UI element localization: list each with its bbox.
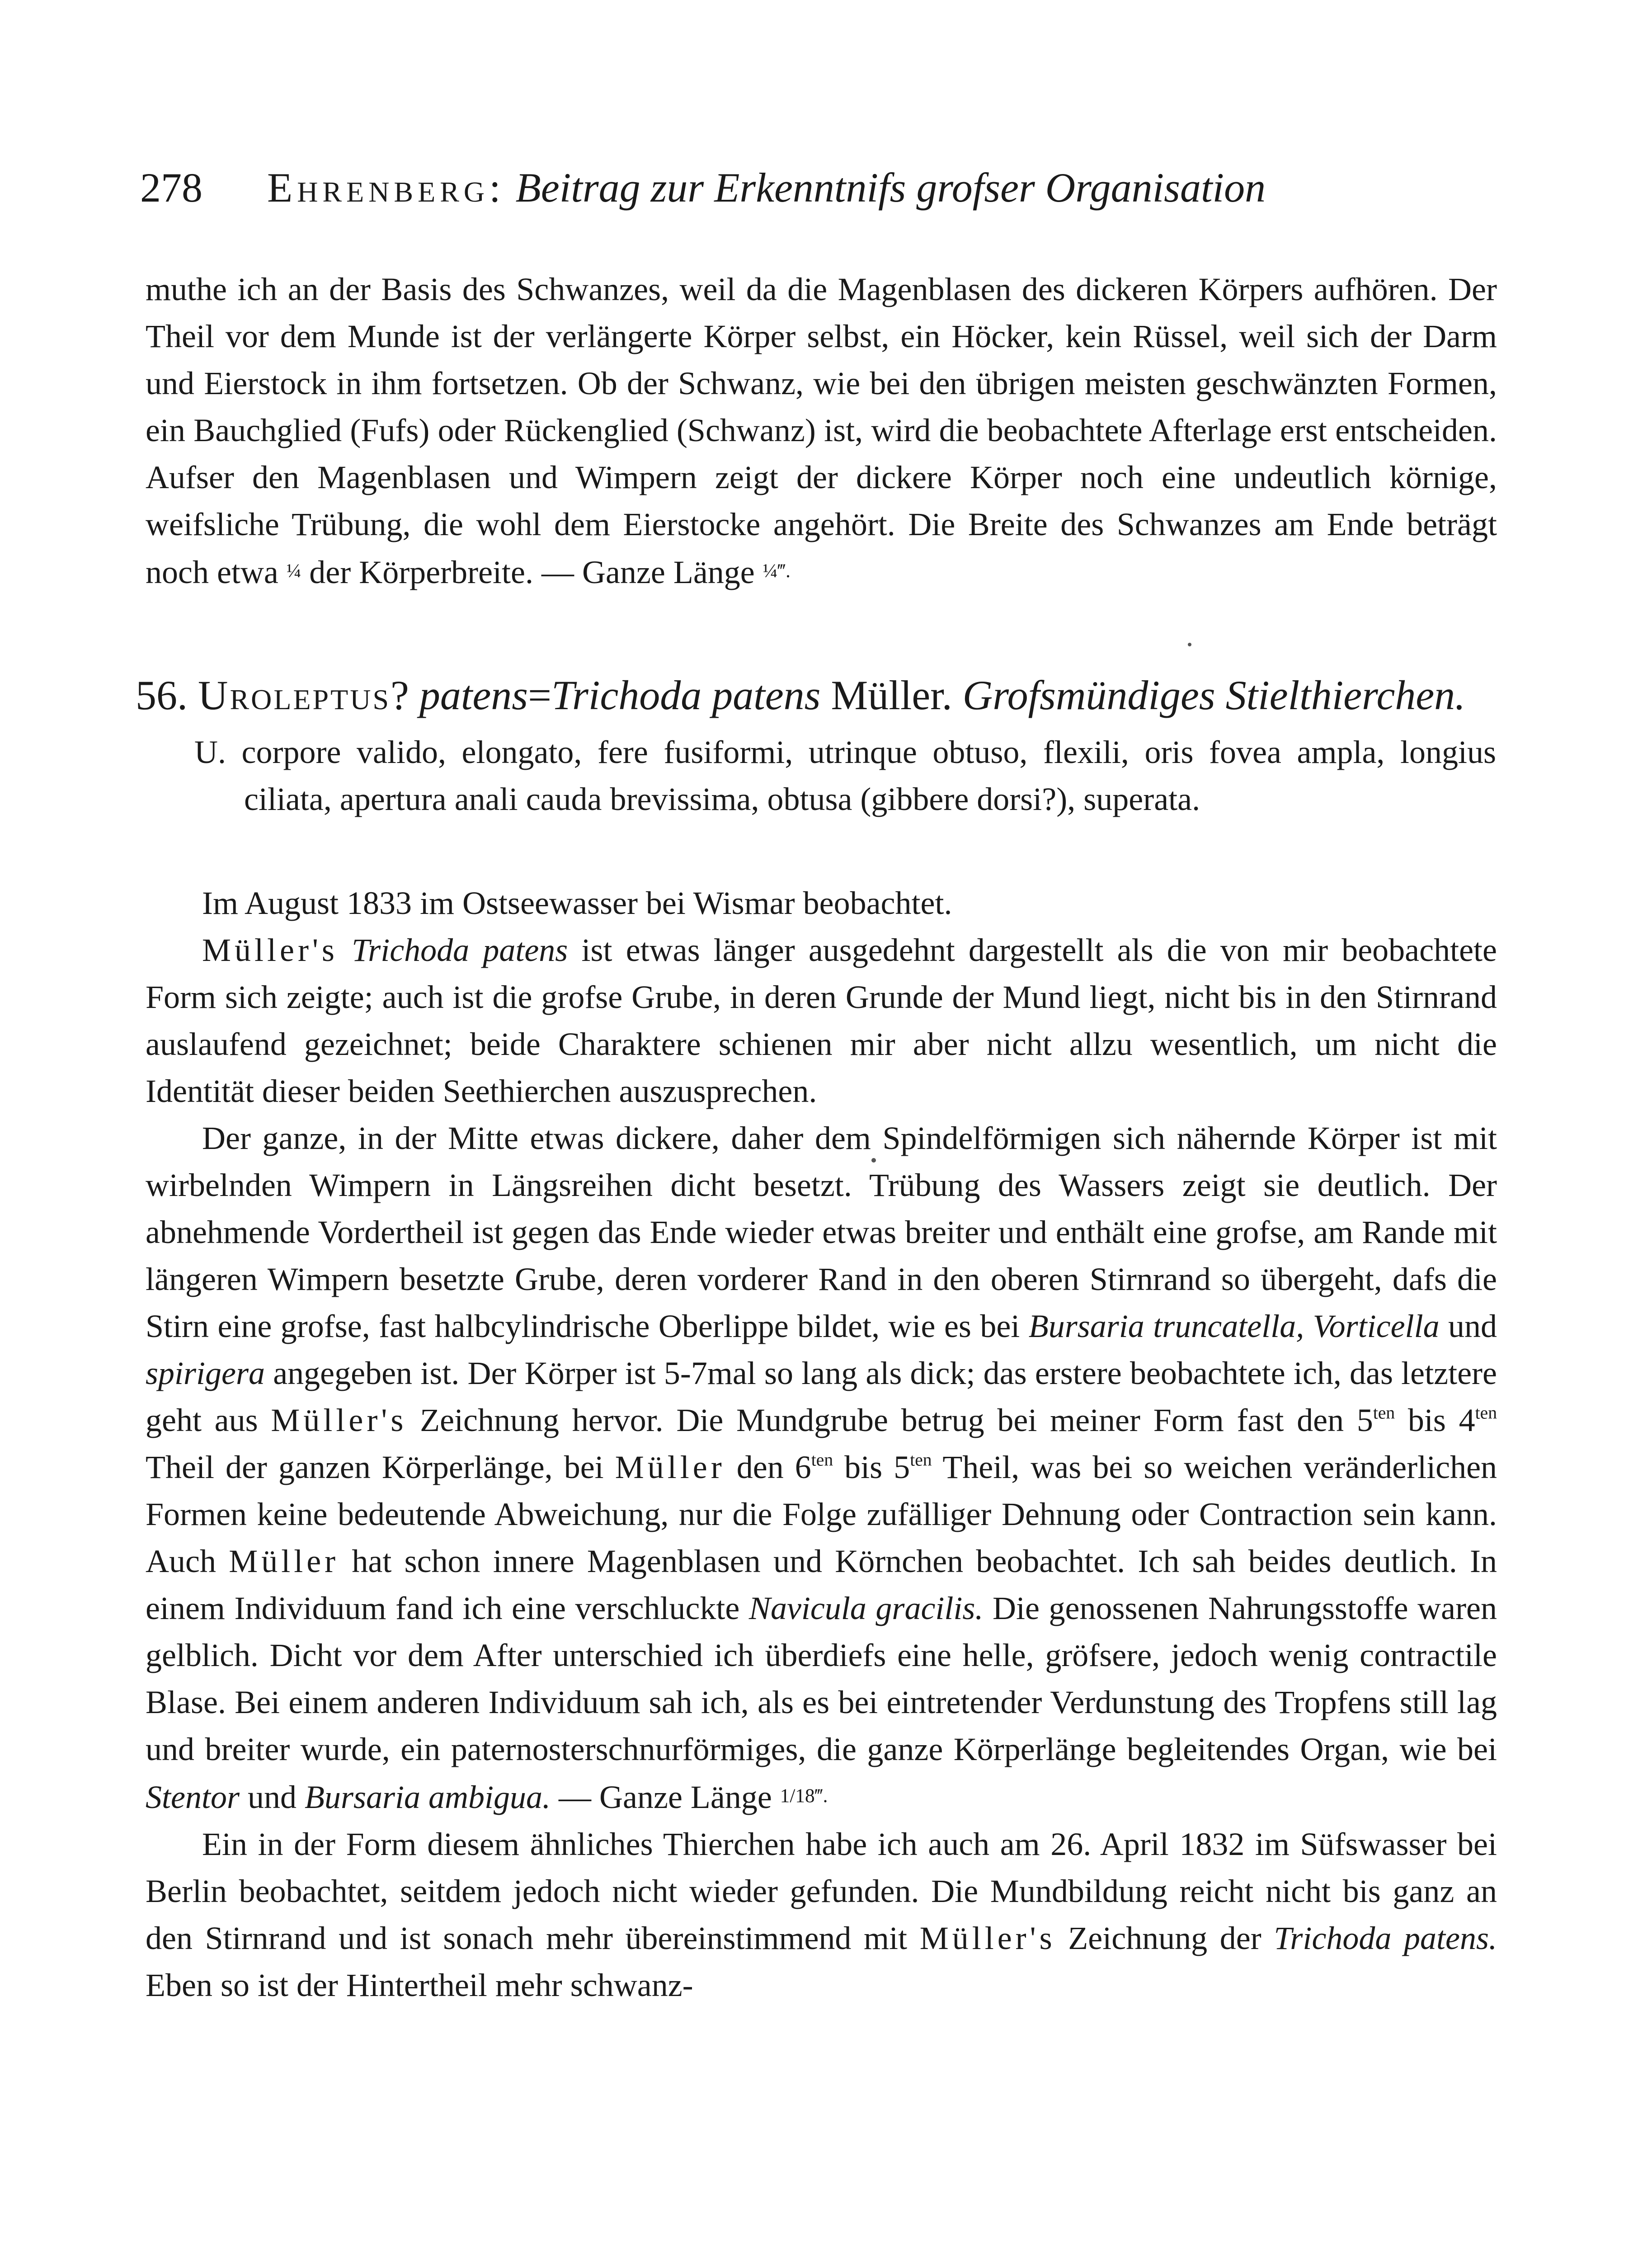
fraction-length: 1/18‴. — [780, 1785, 828, 1807]
paragraph-text: Zeichnung der — [1068, 1920, 1261, 1956]
author-name: Müller — [229, 1543, 339, 1579]
genus-name: Uroleptus — [198, 672, 391, 718]
paragraph-comparison — [146, 927, 1497, 1115]
taxon-name: Bursaria ambigua. — [304, 1779, 551, 1815]
paragraph-text: und — [1448, 1308, 1497, 1344]
paragraph-text: der Körperbreite. — Ganze Länge — [309, 554, 755, 590]
paragraph-text: hat schon innere Magenblasen und Körnchen beobachtet. Ich sah beides deutlich. In einem Individuum fand ich eine verschluckte — [146, 1543, 1497, 1626]
equals-sign: = — [528, 672, 551, 718]
paragraph-text: — Ganze Länge — [559, 1779, 772, 1815]
taxon-name: Trichoda patens — [352, 932, 568, 968]
header-title: Beitrag zur Erkenntnifs grofser Organisation — [515, 165, 1266, 211]
paragraph-text: Die genossenen Nahrungsstoffe waren gelblich. Dicht vor dem After unterschied ich überdiefs eine helle, gröfsere, jedoch wenig contractile Blase. Bei einem anderen Individuum sah ich, als es bei eintretender Verdunstung des Tropfens still lag und breiter wurde, ein paternosterschnurförmiges, die ganze Körperlänge begleitendes Organ, wie bei — [146, 1590, 1497, 1767]
paragraph-text: Ein in der Form diesem ähnliches Thierchen habe ich auch am 26. April 1832 im Süfswasser bei Berlin beobachtet, seitdem jedoch nicht wieder gefunden. Die Mundbildung reicht nicht bis ganz an den Stirnrand und ist sonach mehr übereinstimmend mit — [146, 1826, 1497, 1956]
paragraph-text: ist etwas länger ausgedehnt dargestellt als die von mir beobachtete Form sich zeigte; auch ist die grofse Grube, in deren Grunde der Mund liegt, nicht bis in den Stirnrand auslaufend gezeichnet; beide Charaktere schienen mir aber nicht allzu wesentlich, um nicht die Identität dieser beiden Seethierchen auszusprechen. — [146, 932, 1497, 1109]
paragraph-text: Der ganze, in der Mitte etwas dickere, daher dem Spindelförmigen sich nähernde Körper ist mit wirbelnden Wimpern in Längsreihen dicht besetzt. Trübung des Wassers zeigt sie deutlich. Der abnehmende Vordertheil ist gegen das Ende wieder etwas breiter und enthält eine grofse, am Rande mit längeren Wimpern besetzte Grube, deren vorderer Rand in den oberen Stirnrand so übergeht, dafs die Stirn eine grofse, fast halbcylindrische Oberlippe bildet, wie es bei — [146, 1120, 1497, 1344]
taxon-name: Trichoda patens. — [1274, 1920, 1497, 1956]
continued-paragraph — [146, 266, 1497, 596]
paragraph-freshwater — [146, 1821, 1497, 2009]
paragraph-text: Theil der ganzen Körperlänge, bei — [146, 1449, 604, 1485]
taxon-name: Stentor — [146, 1779, 240, 1815]
paragraph-text: muthe ich an der Basis des Schwanzes, weil da die Magenblasen des dickeren Körpers aufhören. Der Theil vor dem Munde ist der verlängerte Körper selbst, ein Höcker, kein Rüssel, weil sich der Darm und Eierstock in ihm fortsetzen. Ob der Schwanz, wie bei den übrigen meisten geschwänzten Formen, ein Bauchglied (Fufs) oder Rückenglied (Schwanz) ist, wird die beobachtete Afterlage erst entscheiden. Aufser den Magenblasen und Wimpern zeigt der dickere Körper noch eine undeutlich körnige, weifsliche Trübung, die wohl dem Eierstocke angehört. Die Breite des Schwanzes am Ende beträgt noch etwa — [146, 271, 1497, 590]
paragraph-text: angegeben ist. Der Körper ist 5-7mal so lang als dick; das erstere beobachtete ich, das letztere geht aus — [146, 1355, 1497, 1438]
ordinal-suffix: ten — [811, 1450, 833, 1470]
query-mark: ? — [391, 672, 409, 718]
common-name: Grofsmündiges Stielthierchen. — [962, 672, 1466, 718]
author-name: Müller's — [919, 1920, 1056, 1956]
species-number: 56. — [136, 672, 188, 718]
species-name: patens — [419, 672, 528, 718]
author-name: Müller's — [202, 932, 338, 968]
latin-diagnosis — [194, 729, 1496, 823]
authority: Müller. — [831, 672, 952, 718]
taxon-name: Bursaria truncatella, Vorticella — [1028, 1308, 1440, 1344]
species-heading — [136, 668, 1510, 722]
running-header — [140, 163, 1532, 212]
ordinal-suffix: ten — [1373, 1403, 1395, 1423]
synonym-name: Trichoda patens — [551, 672, 821, 718]
paragraph-text: bis 4 — [1407, 1402, 1475, 1438]
fraction-quarter: ¼ — [286, 560, 301, 582]
ink-speck — [1188, 643, 1191, 646]
paragraph-observation: Im August 1833 im Ostseewasser bei Wismar beobachtet. — [202, 885, 952, 921]
paragraph-text: den 6 — [736, 1449, 811, 1485]
page-number: 278 — [140, 165, 202, 211]
paragraph-text: Eben so ist der Hintertheil mehr schwanz- — [146, 1967, 693, 2003]
author-name: Müller's — [271, 1402, 407, 1438]
ordinal-suffix: ten — [1475, 1403, 1497, 1423]
paragraph-text: Zeichnung hervor. Die Mundgrube betrug bei meiner Form fast den 5 — [420, 1402, 1373, 1438]
paragraph-text: und — [247, 1779, 297, 1815]
species-body — [146, 880, 1497, 2009]
fraction-length: ¼‴. — [762, 560, 791, 582]
taxon-name: Navicula gracilis. — [748, 1590, 984, 1626]
paragraph-text: bis 5 — [844, 1449, 910, 1485]
paragraph-description — [146, 1115, 1497, 1821]
diagnosis-text: U. corpore valido, elongato, fere fusiformi, utrinque obtuso, flexili, oris fovea ampla, longius ciliata, apertura anali cauda brevissima, obtusa (gibbere dorsi?), superata. — [194, 734, 1496, 817]
author-name: Müller — [615, 1449, 725, 1485]
taxon-name: spirigera — [146, 1355, 265, 1391]
paragraph-text: Theil, was bei so weichen veränderlichen Formen keine bedeutende Abweichung, nur die Folge zufälliger Dehnung oder Contraction sein kann. Auch — [146, 1449, 1497, 1579]
ink-speck — [871, 1158, 876, 1163]
ordinal-suffix: ten — [910, 1450, 932, 1470]
header-author: Ehrenberg: — [267, 165, 505, 211]
